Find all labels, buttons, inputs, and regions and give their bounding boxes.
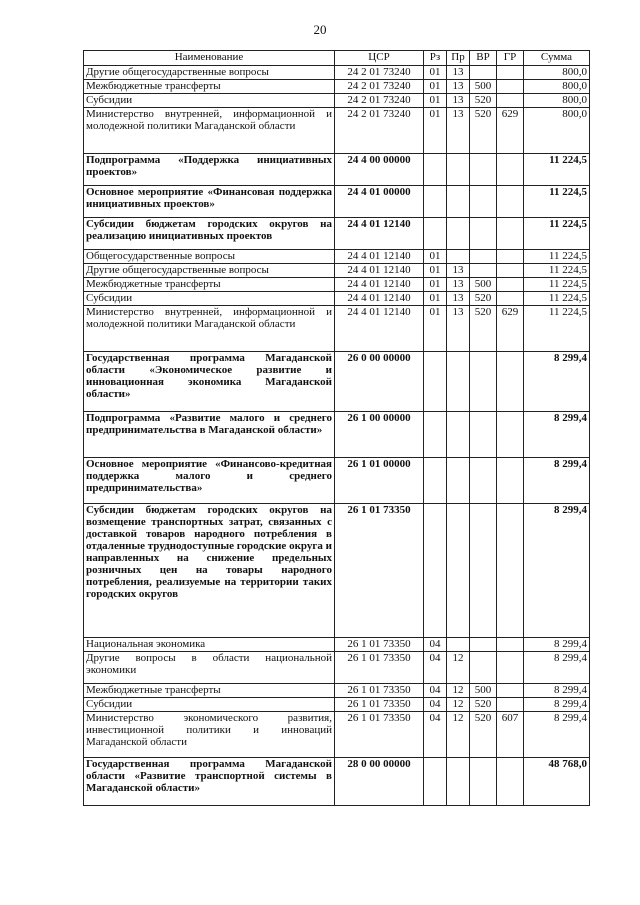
cell-gr — [497, 66, 524, 80]
cell-sum: 11 224,5 — [524, 154, 590, 186]
cell-rz: 04 — [424, 698, 447, 712]
cell-sum: 8 299,4 — [524, 698, 590, 712]
cell-csr: 24 2 01 73240 — [335, 80, 424, 94]
table-row — [84, 94, 590, 108]
cell-gr — [497, 292, 524, 306]
cell-csr: 24 4 00 00000 — [335, 154, 424, 186]
cell-sum: 800,0 — [524, 94, 590, 108]
cell-vr — [470, 186, 497, 218]
cell-vr — [470, 652, 497, 684]
header-pr: Пр — [447, 51, 470, 66]
cell-gr — [497, 412, 524, 458]
cell-rz: 01 — [424, 306, 447, 352]
cell-vr — [470, 638, 497, 652]
cell-pr: 13 — [447, 306, 470, 352]
cell-gr — [497, 684, 524, 698]
cell-vr — [470, 264, 497, 278]
cell-name: Министерство внутренней, информационной и молодежной политики Магаданской области — [84, 108, 335, 154]
cell-sum: 48 768,0 — [524, 758, 590, 806]
table-row — [84, 306, 590, 352]
cell-rz — [424, 154, 447, 186]
cell-sum: 800,0 — [524, 66, 590, 80]
cell-name: Общегосударственные вопросы — [84, 250, 335, 264]
cell-name: Межбюджетные трансферты — [84, 684, 335, 698]
cell-rz — [424, 504, 447, 638]
header-rz: Рз — [424, 51, 447, 66]
cell-sum: 8 299,4 — [524, 458, 590, 504]
cell-name: Другие общегосударственные вопросы — [84, 264, 335, 278]
cell-rz: 04 — [424, 712, 447, 758]
cell-sum: 8 299,4 — [524, 652, 590, 684]
cell-rz — [424, 186, 447, 218]
table-row — [84, 652, 590, 684]
table-row — [84, 292, 590, 306]
cell-gr — [497, 758, 524, 806]
cell-csr: 24 4 01 12140 — [335, 278, 424, 292]
cell-pr — [447, 186, 470, 218]
header-sum: Сумма — [524, 51, 590, 66]
cell-csr: 24 2 01 73240 — [335, 108, 424, 154]
cell-sum: 8 299,4 — [524, 412, 590, 458]
table-row — [84, 504, 590, 638]
cell-vr — [470, 758, 497, 806]
cell-pr — [447, 218, 470, 250]
cell-pr — [447, 412, 470, 458]
table-row — [84, 264, 590, 278]
cell-name: Другие общегосударственные вопросы — [84, 66, 335, 80]
table-row — [84, 218, 590, 250]
cell-sum: 11 224,5 — [524, 278, 590, 292]
table-row — [84, 712, 590, 758]
cell-csr: 26 0 00 00000 — [335, 352, 424, 412]
cell-csr: 24 2 01 73240 — [335, 94, 424, 108]
cell-name: Межбюджетные трансферты — [84, 80, 335, 94]
cell-gr — [497, 94, 524, 108]
cell-gr — [497, 186, 524, 218]
cell-pr: 12 — [447, 712, 470, 758]
cell-name: Субсидии — [84, 94, 335, 108]
table-row — [84, 458, 590, 504]
cell-csr: 28 0 00 00000 — [335, 758, 424, 806]
cell-rz: 01 — [424, 278, 447, 292]
cell-gr — [497, 264, 524, 278]
table-body — [84, 66, 590, 806]
cell-name: Субсидии бюджетам городских округов на возмещение транспортных затрат, связанных с доставкой товаров народного потребления в отдаленные труднодоступные городские округа и направленных на снижение предельных розничных цен на товары народного потребления, реализуемые на территории таких городских округов — [84, 504, 335, 638]
cell-pr — [447, 250, 470, 264]
cell-gr — [497, 154, 524, 186]
cell-sum: 8 299,4 — [524, 712, 590, 758]
cell-gr: 629 — [497, 108, 524, 154]
cell-gr — [497, 638, 524, 652]
cell-sum: 8 299,4 — [524, 684, 590, 698]
cell-name: Национальная экономика — [84, 638, 335, 652]
cell-csr: 26 1 01 73350 — [335, 712, 424, 758]
cell-name: Министерство внутренней, информационной и молодежной политики Магаданской области — [84, 306, 335, 352]
cell-rz: 01 — [424, 66, 447, 80]
cell-gr — [497, 80, 524, 94]
cell-gr — [497, 504, 524, 638]
cell-name: Основное мероприятие «Финансовая поддержка инициативных проектов» — [84, 186, 335, 218]
cell-name: Подпрограмма «Развитие малого и среднего предпринимательства в Магаданской области» — [84, 412, 335, 458]
table-row — [84, 278, 590, 292]
cell-vr: 520 — [470, 712, 497, 758]
cell-csr: 24 4 01 12140 — [335, 264, 424, 278]
cell-rz — [424, 218, 447, 250]
table-row — [84, 80, 590, 94]
cell-vr: 500 — [470, 278, 497, 292]
table-row — [84, 412, 590, 458]
budget-table — [83, 50, 590, 806]
table-row — [84, 186, 590, 218]
cell-pr — [447, 352, 470, 412]
cell-gr — [497, 218, 524, 250]
cell-pr: 13 — [447, 292, 470, 306]
table-row — [84, 684, 590, 698]
cell-sum: 11 224,5 — [524, 250, 590, 264]
cell-vr: 520 — [470, 306, 497, 352]
cell-rz — [424, 352, 447, 412]
table-row — [84, 154, 590, 186]
table-header-row — [84, 51, 590, 66]
cell-vr — [470, 504, 497, 638]
table-row — [84, 758, 590, 806]
cell-rz — [424, 458, 447, 504]
header-name: Наименование — [84, 51, 335, 66]
cell-name: Подпрограмма «Поддержка инициативных проектов» — [84, 154, 335, 186]
cell-rz: 01 — [424, 292, 447, 306]
cell-pr: 12 — [447, 652, 470, 684]
cell-csr: 26 1 01 00000 — [335, 458, 424, 504]
table-row — [84, 352, 590, 412]
cell-vr — [470, 154, 497, 186]
cell-name: Основное мероприятие «Финансово-кредитная поддержка малого и среднего предпринимательства» — [84, 458, 335, 504]
cell-name: Министерство экономического развития, инвестиционной политики и инноваций Магаданской области — [84, 712, 335, 758]
page-number: 20 — [313, 22, 327, 37]
table-row — [84, 698, 590, 712]
cell-sum: 11 224,5 — [524, 306, 590, 352]
cell-rz: 01 — [424, 80, 447, 94]
cell-sum: 8 299,4 — [524, 352, 590, 412]
cell-gr: 607 — [497, 712, 524, 758]
cell-sum: 11 224,5 — [524, 218, 590, 250]
cell-gr — [497, 458, 524, 504]
cell-pr: 13 — [447, 264, 470, 278]
cell-csr: 26 1 01 73350 — [335, 504, 424, 638]
cell-sum: 11 224,5 — [524, 292, 590, 306]
cell-rz: 01 — [424, 264, 447, 278]
cell-csr: 26 1 01 73350 — [335, 652, 424, 684]
cell-rz: 01 — [424, 108, 447, 154]
cell-pr: 13 — [447, 94, 470, 108]
cell-vr — [470, 412, 497, 458]
cell-sum: 8 299,4 — [524, 504, 590, 638]
cell-csr: 26 1 01 73350 — [335, 684, 424, 698]
cell-gr — [497, 652, 524, 684]
cell-csr: 26 1 01 73350 — [335, 698, 424, 712]
cell-pr — [447, 758, 470, 806]
cell-csr: 26 1 00 00000 — [335, 412, 424, 458]
table-row — [84, 250, 590, 264]
header-gr: ГР — [497, 51, 524, 66]
cell-csr: 24 2 01 73240 — [335, 66, 424, 80]
cell-vr: 520 — [470, 108, 497, 154]
cell-gr: 629 — [497, 306, 524, 352]
cell-name: Другие вопросы в области национальной экономики — [84, 652, 335, 684]
cell-vr — [470, 218, 497, 250]
cell-vr — [470, 352, 497, 412]
cell-csr: 24 4 01 12140 — [335, 306, 424, 352]
cell-name: Государственная программа Магаданской области «Экономическое развитие и инновационная экономика Магаданской области» — [84, 352, 335, 412]
cell-pr — [447, 504, 470, 638]
cell-vr: 520 — [470, 94, 497, 108]
cell-sum: 11 224,5 — [524, 264, 590, 278]
cell-vr: 500 — [470, 80, 497, 94]
cell-pr: 13 — [447, 108, 470, 154]
cell-gr — [497, 250, 524, 264]
cell-pr: 13 — [447, 66, 470, 80]
cell-gr — [497, 278, 524, 292]
cell-vr — [470, 66, 497, 80]
cell-vr: 500 — [470, 684, 497, 698]
cell-pr — [447, 458, 470, 504]
cell-vr: 520 — [470, 292, 497, 306]
cell-csr: 24 4 01 12140 — [335, 218, 424, 250]
cell-name: Субсидии бюджетам городских округов на реализацию инициативных проектов — [84, 218, 335, 250]
header-vr: ВР — [470, 51, 497, 66]
cell-pr: 13 — [447, 80, 470, 94]
cell-sum: 800,0 — [524, 108, 590, 154]
cell-pr: 12 — [447, 698, 470, 712]
cell-pr: 13 — [447, 278, 470, 292]
cell-rz: 01 — [424, 250, 447, 264]
table-row — [84, 638, 590, 652]
cell-name: Государственная программа Магаданской области «Развитие транспортной системы в Магаданской области» — [84, 758, 335, 806]
cell-csr: 24 4 01 12140 — [335, 292, 424, 306]
cell-rz: 04 — [424, 652, 447, 684]
cell-csr: 24 4 01 00000 — [335, 186, 424, 218]
cell-sum: 800,0 — [524, 80, 590, 94]
header-csr: ЦСР — [335, 51, 424, 66]
cell-name: Субсидии — [84, 698, 335, 712]
cell-vr — [470, 458, 497, 504]
table-row — [84, 108, 590, 154]
cell-pr: 12 — [447, 684, 470, 698]
cell-sum: 11 224,5 — [524, 186, 590, 218]
cell-rz — [424, 758, 447, 806]
cell-pr — [447, 154, 470, 186]
cell-gr — [497, 698, 524, 712]
cell-name: Межбюджетные трансферты — [84, 278, 335, 292]
cell-pr — [447, 638, 470, 652]
cell-rz — [424, 412, 447, 458]
cell-vr — [470, 250, 497, 264]
cell-csr: 24 4 01 12140 — [335, 250, 424, 264]
cell-sum: 8 299,4 — [524, 638, 590, 652]
table-row — [84, 66, 590, 80]
cell-rz: 01 — [424, 94, 447, 108]
cell-rz: 04 — [424, 638, 447, 652]
cell-vr: 520 — [470, 698, 497, 712]
cell-name: Субсидии — [84, 292, 335, 306]
cell-rz: 04 — [424, 684, 447, 698]
cell-csr: 26 1 01 73350 — [335, 638, 424, 652]
cell-gr — [497, 352, 524, 412]
